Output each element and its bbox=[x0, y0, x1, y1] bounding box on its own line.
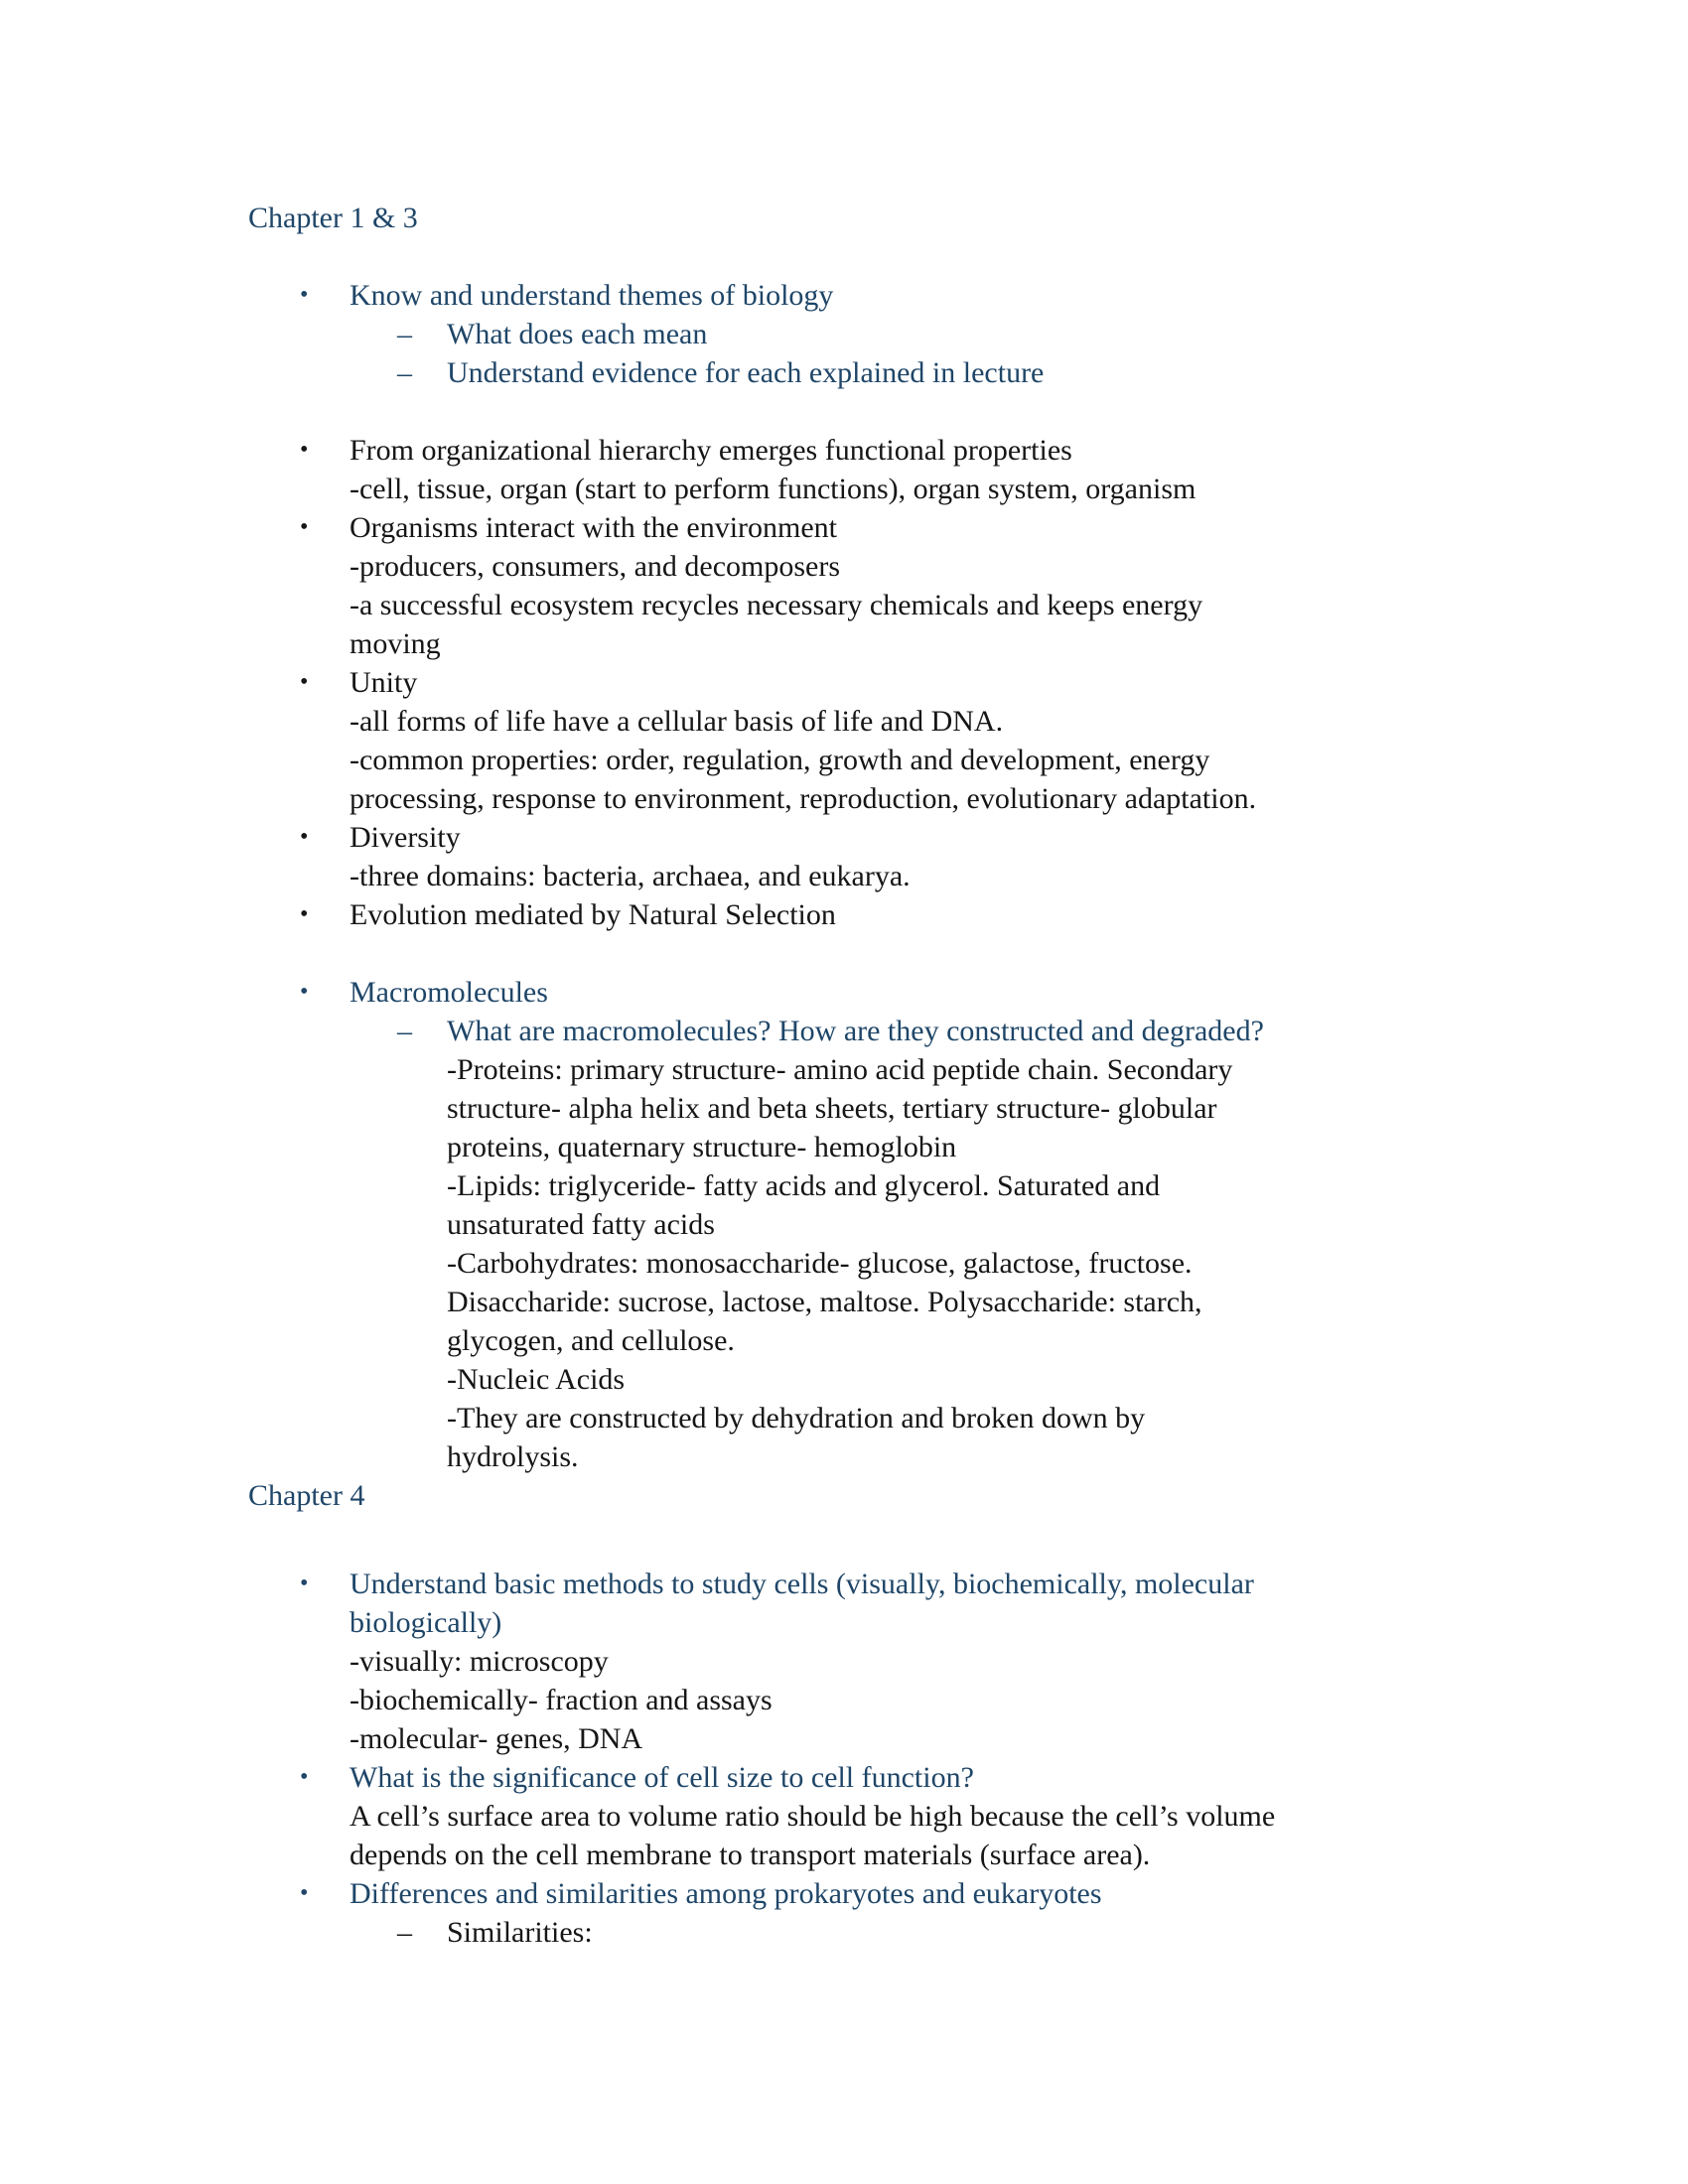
text-span: -producers, consumers, and decomposers bbox=[350, 550, 841, 583]
dash-icon: – bbox=[397, 1015, 412, 1047]
text-span: -Nucleic Acids bbox=[447, 1363, 626, 1396]
text-span: Disaccharide: sucrose, lactose, maltose. Polysaccharide: starch, bbox=[447, 1286, 1202, 1318]
text-span: -cell, tissue, organ (start to perform functions), organ system, organism bbox=[350, 473, 1196, 505]
text-line bbox=[447, 1128, 1450, 1166]
text-line bbox=[350, 779, 1450, 818]
bullet-icon: • bbox=[300, 901, 309, 927]
dash2-block bbox=[248, 353, 1450, 392]
text-span: -three domains: bacteria, archaea, and eukarya. bbox=[350, 860, 911, 892]
blank-block bbox=[248, 934, 1450, 973]
text-line bbox=[300, 1565, 1450, 1603]
text-span: depends on the cell membrane to transport materials (surface area). bbox=[350, 1839, 1151, 1871]
text-line bbox=[248, 199, 1450, 237]
text-span: What does each mean bbox=[447, 318, 708, 350]
bullet1-block bbox=[248, 1565, 1450, 1642]
text-line bbox=[397, 1913, 1450, 1952]
text-span: Organisms interact with the environment bbox=[350, 511, 838, 544]
text-line bbox=[300, 431, 1450, 470]
text-line bbox=[447, 1399, 1450, 1437]
text-span: glycogen, and cellulose. bbox=[447, 1324, 735, 1357]
dash2-block bbox=[248, 1913, 1450, 1952]
text1-block bbox=[248, 1719, 1450, 1758]
blank-block bbox=[248, 237, 1450, 276]
text2-block bbox=[248, 1050, 1450, 1166]
text-span: unsaturated fatty acids bbox=[447, 1208, 715, 1241]
bullet1-block bbox=[248, 973, 1450, 1012]
text-span: biologically) bbox=[350, 1606, 502, 1639]
text-line bbox=[350, 702, 1450, 741]
text1-block bbox=[248, 1797, 1450, 1874]
bullet1-block bbox=[248, 508, 1450, 547]
text-line bbox=[350, 586, 1450, 624]
bullet-icon: • bbox=[300, 1880, 309, 1906]
dash-icon: – bbox=[397, 318, 412, 350]
text-line bbox=[350, 857, 1450, 895]
heading-block bbox=[248, 1476, 1450, 1515]
text-line bbox=[350, 1836, 1450, 1874]
text-span: Understand evidence for each explained in lecture bbox=[447, 356, 1045, 389]
text-span: -all forms of life have a cellular basis of life and DNA. bbox=[350, 705, 1004, 738]
text-line bbox=[350, 1797, 1450, 1836]
text-span: -biochemically- fraction and assays bbox=[350, 1684, 773, 1716]
text-span: hydrolysis. bbox=[447, 1440, 579, 1473]
dash2-block bbox=[248, 1012, 1450, 1050]
text-line bbox=[447, 1360, 1450, 1399]
text-span: processing, response to environment, reproduction, evolutionary adaptation. bbox=[350, 782, 1257, 815]
text-span: Differences and similarities among prokaryotes and eukaryotes bbox=[350, 1877, 1102, 1910]
text-span: Similarities: bbox=[447, 1916, 593, 1949]
bullet-icon: • bbox=[300, 669, 309, 695]
text-line bbox=[447, 1244, 1450, 1283]
text-span: What are macromolecules? How are they constructed and degraded? bbox=[447, 1015, 1264, 1047]
dash2-block bbox=[248, 315, 1450, 353]
text1-block bbox=[248, 1642, 1450, 1681]
text-line bbox=[397, 353, 1450, 392]
text-line bbox=[300, 508, 1450, 547]
text-line bbox=[447, 1089, 1450, 1128]
text-line bbox=[300, 895, 1450, 934]
text-span: -Carbohydrates: monosaccharide- glucose, galactose, fructose. bbox=[447, 1247, 1193, 1280]
blank-block bbox=[248, 1515, 1450, 1565]
text-line bbox=[350, 1719, 1450, 1758]
text1-block bbox=[248, 702, 1450, 741]
text-line bbox=[248, 1476, 1450, 1515]
bullet-icon: • bbox=[300, 282, 309, 308]
text-line bbox=[397, 1012, 1450, 1050]
text-span: Diversity bbox=[350, 821, 461, 854]
text-line bbox=[447, 1437, 1450, 1476]
text-line bbox=[300, 276, 1450, 315]
text-line bbox=[300, 1874, 1450, 1913]
heading-block bbox=[248, 199, 1450, 237]
text1-block bbox=[248, 586, 1450, 663]
bullet1-block bbox=[248, 1758, 1450, 1797]
text-line bbox=[350, 470, 1450, 508]
bullet1-block bbox=[248, 276, 1450, 315]
text-line bbox=[447, 1205, 1450, 1244]
text-line bbox=[447, 1283, 1450, 1321]
text-span: -Proteins: primary structure- amino acid peptide chain. Secondary bbox=[447, 1053, 1233, 1086]
text-line bbox=[300, 663, 1450, 702]
bullet-icon: • bbox=[300, 979, 309, 1005]
dash-icon: – bbox=[397, 356, 412, 389]
text-span: -a successful ecosystem recycles necessary chemicals and keeps energy bbox=[350, 589, 1203, 621]
text-span: -common properties: order, regulation, growth and development, energy bbox=[350, 744, 1210, 776]
text-line bbox=[447, 1166, 1450, 1205]
text1-block bbox=[248, 547, 1450, 586]
text-span: moving bbox=[350, 627, 441, 660]
bullet1-block bbox=[248, 431, 1450, 470]
text-line bbox=[350, 547, 1450, 586]
text-span: structure- alpha helix and beta sheets, tertiary structure- globular bbox=[447, 1092, 1217, 1125]
text1-block bbox=[248, 1681, 1450, 1719]
text1-block bbox=[248, 741, 1450, 818]
text-span: Macromolecules bbox=[350, 976, 548, 1009]
text-span: -visually: microscopy bbox=[350, 1645, 609, 1678]
text2-block bbox=[248, 1360, 1450, 1399]
text-span: From organizational hierarchy emerges functional properties bbox=[350, 434, 1072, 467]
text-span: -molecular- genes, DNA bbox=[350, 1722, 643, 1755]
blank-block bbox=[248, 392, 1450, 431]
text2-block bbox=[248, 1399, 1450, 1476]
text-span: What is the significance of cell size to cell function? bbox=[350, 1761, 974, 1794]
text-line bbox=[397, 315, 1450, 353]
text1-block bbox=[248, 470, 1450, 508]
dash-icon: – bbox=[397, 1916, 412, 1949]
text-line bbox=[300, 818, 1450, 857]
bullet-icon: • bbox=[300, 824, 309, 850]
bullet1-block bbox=[248, 895, 1450, 934]
text-span: proteins, quaternary structure- hemoglobin bbox=[447, 1131, 957, 1163]
text1-block bbox=[248, 857, 1450, 895]
text-span: Evolution mediated by Natural Selection bbox=[350, 898, 836, 931]
text-span: -They are constructed by dehydration and broken down by bbox=[447, 1402, 1146, 1434]
text-span: -Lipids: triglyceride- fatty acids and glycerol. Saturated and bbox=[447, 1169, 1161, 1202]
text-line bbox=[350, 1642, 1450, 1681]
text2-block bbox=[248, 1244, 1450, 1360]
bullet-icon: • bbox=[300, 514, 309, 540]
text-span: A cell’s surface area to volume ratio should be high because the cell’s volume bbox=[350, 1800, 1276, 1833]
text-span: Chapter 4 bbox=[248, 1479, 365, 1512]
bullet1-block bbox=[248, 818, 1450, 857]
text-line bbox=[350, 741, 1450, 779]
text-line bbox=[447, 1321, 1450, 1360]
text-span: Chapter 1 & 3 bbox=[248, 202, 418, 234]
text-line bbox=[300, 973, 1450, 1012]
text-line bbox=[350, 624, 1450, 663]
text-span: Unity bbox=[350, 666, 418, 699]
bullet1-block bbox=[248, 663, 1450, 702]
text2-block bbox=[248, 1166, 1450, 1244]
bullet-icon: • bbox=[300, 1764, 309, 1790]
text-line bbox=[447, 1050, 1450, 1089]
text-span: Know and understand themes of biology bbox=[350, 279, 834, 312]
text-span: Understand basic methods to study cells (visually, biochemically, molecular bbox=[350, 1568, 1254, 1600]
bullet-icon: • bbox=[300, 1570, 309, 1596]
text-line bbox=[300, 1758, 1450, 1797]
text-line bbox=[350, 1603, 1450, 1642]
text-line bbox=[350, 1681, 1450, 1719]
bullet-icon: • bbox=[300, 437, 309, 463]
bullet1-block bbox=[248, 1874, 1450, 1913]
